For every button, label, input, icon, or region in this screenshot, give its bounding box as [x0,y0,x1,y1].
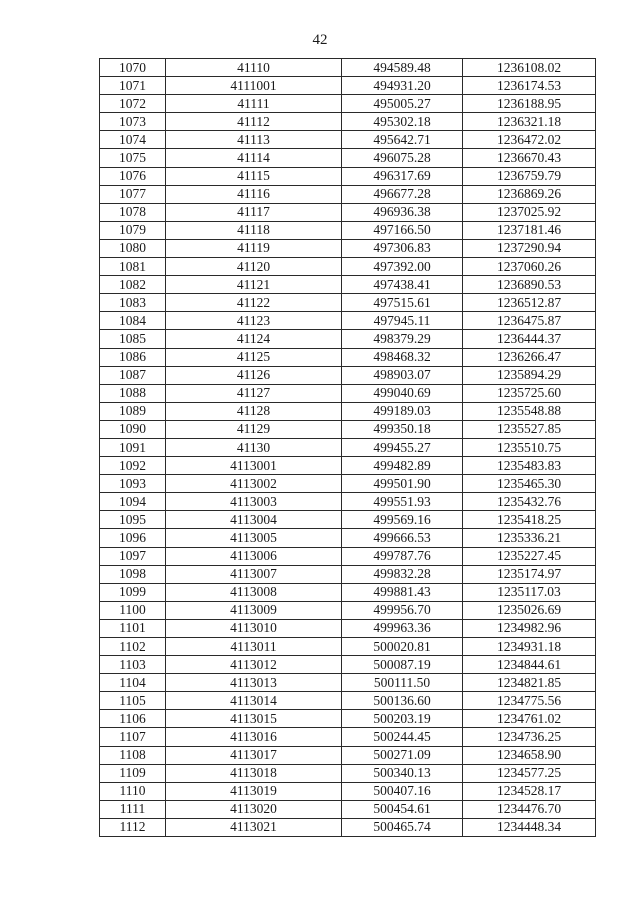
x-coordinate-cell: 497515.61 [342,294,463,312]
x-coordinate-cell: 499551.93 [342,493,463,511]
point-index-cell: 1077 [100,185,166,203]
table-row [100,728,596,746]
x-coordinate-cell: 499963.36 [342,619,463,637]
x-coordinate-cell: 495005.27 [342,95,463,113]
point-index-cell: 1104 [100,674,166,692]
point-code-cell: 41124 [166,330,342,348]
y-coordinate-cell: 1236869.26 [463,185,596,203]
point-index-cell: 1111 [100,800,166,818]
point-index-cell: 1101 [100,619,166,637]
x-coordinate-cell: 499787.76 [342,547,463,565]
point-code-cell: 41116 [166,185,342,203]
point-index-cell: 1089 [100,402,166,420]
point-index-cell: 1088 [100,384,166,402]
table-row [100,529,596,547]
table-row [100,185,596,203]
table-row [100,348,596,366]
table-row [100,638,596,656]
y-coordinate-cell: 1236188.95 [463,95,596,113]
x-coordinate-cell: 500087.19 [342,656,463,674]
table-body [100,59,596,837]
y-coordinate-cell: 1237025.92 [463,203,596,221]
x-coordinate-cell: 499040.69 [342,384,463,402]
point-code-cell: 41129 [166,420,342,438]
table-row [100,366,596,384]
point-code-cell: 4113008 [166,583,342,601]
table-row [100,782,596,800]
point-code-cell: 4113009 [166,601,342,619]
x-coordinate-cell: 499350.18 [342,420,463,438]
x-coordinate-cell: 497166.50 [342,221,463,239]
table-row [100,438,596,456]
point-code-cell: 4113013 [166,674,342,692]
point-code-cell: 41120 [166,258,342,276]
point-index-cell: 1110 [100,782,166,800]
table-row [100,95,596,113]
point-code-cell: 41130 [166,438,342,456]
point-code-cell: 4113012 [166,656,342,674]
y-coordinate-cell: 1235465.30 [463,475,596,493]
y-coordinate-cell: 1235548.88 [463,402,596,420]
y-coordinate-cell: 1235227.45 [463,547,596,565]
table-row [100,746,596,764]
y-coordinate-cell: 1235432.76 [463,493,596,511]
y-coordinate-cell: 1234982.96 [463,619,596,637]
point-code-cell: 41128 [166,402,342,420]
x-coordinate-cell: 500203.19 [342,710,463,728]
point-index-cell: 1078 [100,203,166,221]
x-coordinate-cell: 499666.53 [342,529,463,547]
y-coordinate-cell: 1237290.94 [463,239,596,257]
point-code-cell: 41123 [166,312,342,330]
y-coordinate-cell: 1235527.85 [463,420,596,438]
table-row [100,330,596,348]
point-index-cell: 1096 [100,529,166,547]
x-coordinate-cell: 500340.13 [342,764,463,782]
point-index-cell: 1091 [100,438,166,456]
y-coordinate-cell: 1234931.18 [463,638,596,656]
table-row [100,457,596,475]
point-code-cell: 4113006 [166,547,342,565]
table-row [100,656,596,674]
y-coordinate-cell: 1234844.61 [463,656,596,674]
x-coordinate-cell: 499189.03 [342,402,463,420]
x-coordinate-cell: 500111.50 [342,674,463,692]
x-coordinate-cell: 494931.20 [342,77,463,95]
point-index-cell: 1106 [100,710,166,728]
x-coordinate-cell: 498379.29 [342,330,463,348]
x-coordinate-cell: 495642.71 [342,131,463,149]
y-coordinate-cell: 1234821.85 [463,674,596,692]
x-coordinate-cell: 499501.90 [342,475,463,493]
table-row [100,475,596,493]
point-code-cell: 41117 [166,203,342,221]
table-row [100,692,596,710]
point-code-cell: 41112 [166,113,342,131]
table-row [100,384,596,402]
point-index-cell: 1105 [100,692,166,710]
point-code-cell: 4113017 [166,746,342,764]
point-index-cell: 1087 [100,366,166,384]
y-coordinate-cell: 1236321.18 [463,113,596,131]
table-row [100,221,596,239]
y-coordinate-cell: 1235026.69 [463,601,596,619]
y-coordinate-cell: 1235510.75 [463,438,596,456]
x-coordinate-cell: 497306.83 [342,239,463,257]
point-code-cell: 4113003 [166,493,342,511]
point-code-cell: 41110 [166,59,342,77]
x-coordinate-cell: 497438.41 [342,276,463,294]
point-code-cell: 41115 [166,167,342,185]
table-row [100,511,596,529]
y-coordinate-cell: 1236475.87 [463,312,596,330]
point-index-cell: 1076 [100,167,166,185]
y-coordinate-cell: 1236759.79 [463,167,596,185]
table-row [100,601,596,619]
table-row [100,818,596,836]
point-index-cell: 1083 [100,294,166,312]
table-row [100,59,596,77]
x-coordinate-cell: 500407.16 [342,782,463,800]
point-code-cell: 4113011 [166,638,342,656]
page-number: 42 [312,32,328,48]
point-code-cell: 41119 [166,239,342,257]
table-row [100,312,596,330]
y-coordinate-cell: 1235174.97 [463,565,596,583]
x-coordinate-cell: 499881.43 [342,583,463,601]
y-coordinate-cell: 1234448.34 [463,818,596,836]
point-index-cell: 1085 [100,330,166,348]
point-code-cell: 41127 [166,384,342,402]
table-row [100,674,596,692]
point-index-cell: 1070 [100,59,166,77]
point-code-cell: 4113010 [166,619,342,637]
point-index-cell: 1099 [100,583,166,601]
x-coordinate-cell: 499455.27 [342,438,463,456]
point-index-cell: 1103 [100,656,166,674]
point-index-cell: 1082 [100,276,166,294]
x-coordinate-cell: 499832.28 [342,565,463,583]
table-row [100,77,596,95]
point-code-cell: 4113002 [166,475,342,493]
y-coordinate-cell: 1234658.90 [463,746,596,764]
point-code-cell: 41111 [166,95,342,113]
point-index-cell: 1100 [100,601,166,619]
x-coordinate-cell: 500465.74 [342,818,463,836]
y-coordinate-cell: 1237181.46 [463,221,596,239]
x-coordinate-cell: 500271.09 [342,746,463,764]
point-index-cell: 1090 [100,420,166,438]
y-coordinate-cell: 1236890.53 [463,276,596,294]
x-coordinate-cell: 499569.16 [342,511,463,529]
point-index-cell: 1112 [100,818,166,836]
x-coordinate-cell: 496317.69 [342,167,463,185]
point-code-cell: 4113018 [166,764,342,782]
point-code-cell: 4113020 [166,800,342,818]
table-row [100,149,596,167]
y-coordinate-cell: 1234577.25 [463,764,596,782]
table-row [100,420,596,438]
point-code-cell: 41122 [166,294,342,312]
table-row [100,800,596,818]
x-coordinate-cell: 497945.11 [342,312,463,330]
x-coordinate-cell: 496677.28 [342,185,463,203]
x-coordinate-cell: 495302.18 [342,113,463,131]
table-row [100,203,596,221]
point-code-cell: 4113007 [166,565,342,583]
x-coordinate-cell: 500244.45 [342,728,463,746]
y-coordinate-cell: 1234761.02 [463,710,596,728]
point-index-cell: 1081 [100,258,166,276]
table-row [100,710,596,728]
point-code-cell: 4113019 [166,782,342,800]
point-code-cell: 4113014 [166,692,342,710]
y-coordinate-cell: 1237060.26 [463,258,596,276]
point-code-cell: 4111001 [166,77,342,95]
table-row [100,113,596,131]
point-index-cell: 1093 [100,475,166,493]
table-row [100,764,596,782]
y-coordinate-cell: 1236266.47 [463,348,596,366]
table-row [100,565,596,583]
table-row [100,583,596,601]
y-coordinate-cell: 1236472.02 [463,131,596,149]
table-row [100,276,596,294]
point-index-cell: 1071 [100,77,166,95]
y-coordinate-cell: 1235418.25 [463,511,596,529]
point-index-cell: 1109 [100,764,166,782]
point-code-cell: 4113001 [166,457,342,475]
point-index-cell: 1080 [100,239,166,257]
point-index-cell: 1108 [100,746,166,764]
point-index-cell: 1098 [100,565,166,583]
point-index-cell: 1072 [100,95,166,113]
y-coordinate-cell: 1235336.21 [463,529,596,547]
y-coordinate-cell: 1236174.53 [463,77,596,95]
point-index-cell: 1084 [100,312,166,330]
x-coordinate-cell: 496936.38 [342,203,463,221]
y-coordinate-cell: 1234528.17 [463,782,596,800]
point-code-cell: 4113021 [166,818,342,836]
point-index-cell: 1086 [100,348,166,366]
table-row [100,258,596,276]
point-code-cell: 41113 [166,131,342,149]
table-row [100,402,596,420]
y-coordinate-cell: 1236444.37 [463,330,596,348]
y-coordinate-cell: 1235117.03 [463,583,596,601]
point-code-cell: 41125 [166,348,342,366]
table-row [100,294,596,312]
point-index-cell: 1074 [100,131,166,149]
y-coordinate-cell: 1234775.56 [463,692,596,710]
point-index-cell: 1075 [100,149,166,167]
coordinates-table [99,58,596,837]
table-row [100,493,596,511]
point-index-cell: 1092 [100,457,166,475]
y-coordinate-cell: 1235894.29 [463,366,596,384]
point-index-cell: 1073 [100,113,166,131]
x-coordinate-cell: 500020.81 [342,638,463,656]
point-index-cell: 1094 [100,493,166,511]
table-row [100,619,596,637]
x-coordinate-cell: 500136.60 [342,692,463,710]
x-coordinate-cell: 499482.89 [342,457,463,475]
point-index-cell: 1095 [100,511,166,529]
x-coordinate-cell: 494589.48 [342,59,463,77]
y-coordinate-cell: 1236670.43 [463,149,596,167]
point-code-cell: 4113004 [166,511,342,529]
table-row [100,131,596,149]
x-coordinate-cell: 498468.32 [342,348,463,366]
x-coordinate-cell: 497392.00 [342,258,463,276]
point-code-cell: 41114 [166,149,342,167]
point-code-cell: 4113016 [166,728,342,746]
y-coordinate-cell: 1234476.70 [463,800,596,818]
point-index-cell: 1097 [100,547,166,565]
point-code-cell: 41118 [166,221,342,239]
y-coordinate-cell: 1234736.25 [463,728,596,746]
x-coordinate-cell: 499956.70 [342,601,463,619]
y-coordinate-cell: 1235725.60 [463,384,596,402]
point-index-cell: 1079 [100,221,166,239]
y-coordinate-cell: 1236108.02 [463,59,596,77]
point-index-cell: 1102 [100,638,166,656]
point-code-cell: 4113015 [166,710,342,728]
y-coordinate-cell: 1235483.83 [463,457,596,475]
table-row [100,167,596,185]
point-code-cell: 41126 [166,366,342,384]
point-code-cell: 4113005 [166,529,342,547]
y-coordinate-cell: 1236512.87 [463,294,596,312]
point-code-cell: 41121 [166,276,342,294]
table-row [100,239,596,257]
table-row [100,547,596,565]
x-coordinate-cell: 500454.61 [342,800,463,818]
x-coordinate-cell: 496075.28 [342,149,463,167]
point-index-cell: 1107 [100,728,166,746]
x-coordinate-cell: 498903.07 [342,366,463,384]
